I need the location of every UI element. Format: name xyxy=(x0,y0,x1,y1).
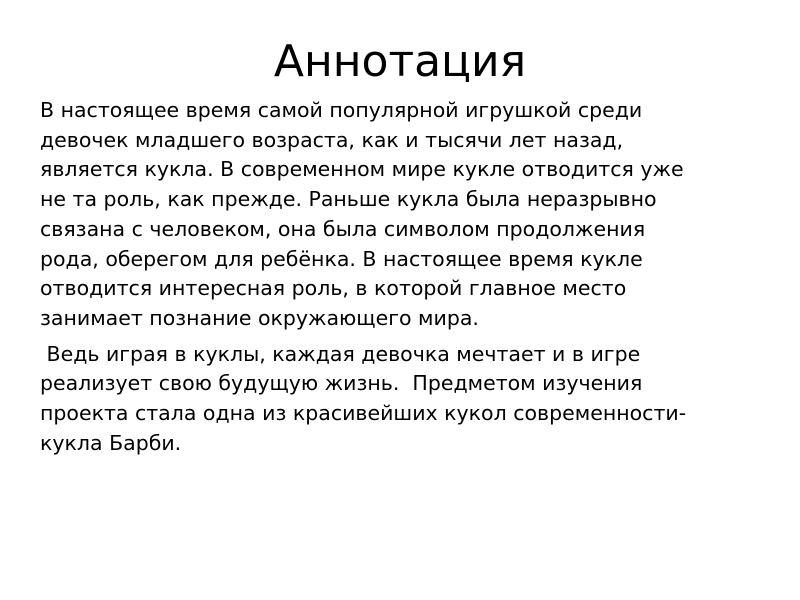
text-line: рода, оберегом для ребёнка. В настоящее время кукле xyxy=(40,246,643,271)
text-line: отводится интересная роль, в которой главное место xyxy=(40,276,627,301)
text-line: занимает познание окружающего мира. xyxy=(40,305,479,330)
annotation-text xyxy=(40,96,764,458)
text-line: кукла Барби. xyxy=(40,430,182,455)
paragraph-2 xyxy=(40,340,764,459)
paragraph-1 xyxy=(40,96,764,334)
text-line: В настоящее время самой популярной игрушкой среди xyxy=(40,98,643,122)
text-line: реализует свою будущую жизнь. Предметом изучения xyxy=(40,371,643,396)
slide-title: Аннотация xyxy=(273,36,527,87)
text-line: Ведь играя в куклы, каждая девочка мечтает и в игре xyxy=(40,341,641,366)
text-line: является кукла. В современном мире кукле отводится уже xyxy=(40,157,684,182)
text-line: девочек младшего возраста, как и тысячи лет назад, xyxy=(40,127,624,152)
text-line: проекта стала одна из красивейших кукол современности- xyxy=(40,401,687,426)
text-line: связана с человеком, она была символом продолжения xyxy=(40,216,646,241)
text-line: не та роль, как прежде. Раньше кукла была неразрывно xyxy=(40,187,657,212)
